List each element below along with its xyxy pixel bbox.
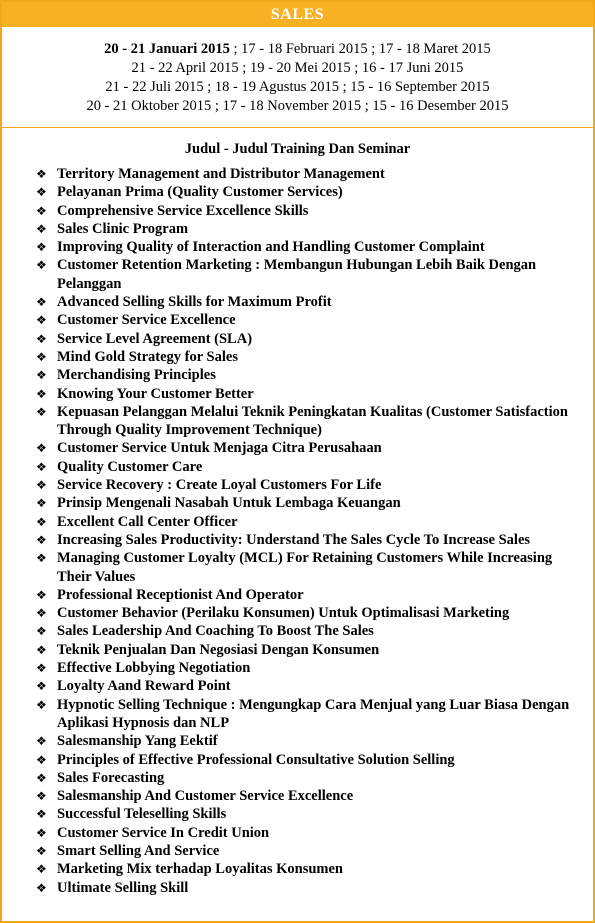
- diamond-bullet-icon: ❖: [36, 551, 47, 566]
- list-item-text: Merchandising Principles: [57, 367, 216, 384]
- list-item: [36, 476, 593, 494]
- list-item: [36, 220, 593, 238]
- diamond-bullet-icon: ❖: [36, 441, 47, 456]
- dates-line-1: [2, 40, 593, 59]
- training-list-title: Judul - Judul Training Dan Seminar: [184, 141, 411, 157]
- list-item-text: Excellent Call Center Officer: [57, 513, 238, 530]
- diamond-bullet-icon: ❖: [36, 862, 47, 877]
- list-item-text: Customer Service Untuk Menjaga Citra Perusahaan: [57, 440, 382, 457]
- list-item-text: Increasing Sales Productivity: Understand The Sales Cycle To Increase Sales: [57, 531, 531, 548]
- list-item: [36, 330, 593, 348]
- list-item: [36, 732, 593, 750]
- diamond-bullet-icon: ❖: [36, 679, 47, 694]
- list-item: [36, 256, 593, 293]
- list-item-text: Professional Receptionist And Operator: [57, 586, 304, 603]
- diamond-bullet-icon: ❖: [36, 167, 47, 181]
- diamond-bullet-icon: ❖: [36, 496, 47, 511]
- dates-line-3: 21 - 22 Juli 2015 ; 18 - 19 Agustus 2015 ; 15 - 16 September 2015: [105, 79, 490, 95]
- list-item: [36, 604, 593, 622]
- diamond-bullet-icon: ❖: [36, 459, 47, 474]
- list-item-text: Customer Retention Marketing : Membangun Hubungan Lebih Baik Dengan Pelanggan: [57, 257, 537, 292]
- training-title-list: [2, 165, 593, 897]
- diamond-bullet-icon: ❖: [36, 349, 47, 364]
- list-item: [36, 842, 593, 860]
- list-item-text: Effective Lobbying Negotiation: [57, 660, 251, 677]
- list-item: [36, 439, 593, 457]
- list-item: [36, 202, 593, 220]
- diamond-bullet-icon: ❖: [36, 532, 47, 547]
- list-item-text: Territory Management and Distributor Management: [57, 166, 385, 182]
- diamond-bullet-icon: ❖: [36, 734, 47, 749]
- list-item: [36, 293, 593, 311]
- diamond-bullet-icon: ❖: [36, 587, 47, 602]
- diamond-bullet-icon: ❖: [36, 880, 47, 895]
- list-item-text: Marketing Mix terhadap Loyalitas Konsumen: [57, 861, 343, 878]
- diamond-bullet-icon: ❖: [36, 514, 47, 529]
- dates-first-bold: 20 - 21 Januari 2015: [104, 41, 230, 57]
- list-item-text: Comprehensive Service Excellence Skills: [57, 202, 309, 219]
- list-item: [36, 385, 593, 403]
- list-item: [36, 787, 593, 805]
- list-item: [36, 824, 593, 842]
- list-item-text: Service Recovery : Create Loyal Customers For Life: [57, 477, 382, 494]
- diamond-bullet-icon: ❖: [36, 258, 47, 273]
- list-item: [36, 641, 593, 659]
- list-item: [36, 860, 593, 878]
- list-item-text: Prinsip Mengenali Nasabah Untuk Lembaga Keuangan: [57, 495, 401, 512]
- list-item: [36, 879, 593, 897]
- diamond-bullet-icon: ❖: [36, 313, 47, 328]
- schedule-dates: [2, 27, 593, 128]
- diamond-bullet-icon: ❖: [36, 386, 47, 401]
- list-item: [36, 238, 593, 256]
- list-item-text: Sales Leadership And Coaching To Boost The Sales: [57, 623, 374, 640]
- list-item: [36, 696, 593, 733]
- diamond-bullet-icon: ❖: [36, 825, 47, 840]
- list-item-text: Pelayanan Prima (Quality Customer Services): [57, 184, 343, 201]
- list-item-text: Loyalty Aand Reward Point: [57, 678, 231, 695]
- section-header: [2, 2, 593, 27]
- list-item-text: Sales Clinic Program: [57, 220, 189, 237]
- list-item-text: Teknik Penjualan Dan Negosiasi Dengan Konsumen: [57, 641, 380, 658]
- list-item: [36, 531, 593, 549]
- dates-line-2: 21 - 22 April 2015 ; 19 - 20 Mei 2015 ; 16 - 17 Juni 2015: [131, 60, 464, 76]
- list-item-text: Smart Selling And Service: [57, 842, 220, 859]
- list-item-text: Customer Service Excellence: [57, 312, 236, 329]
- list-item-text: Salesmanship Yang Eektif: [57, 733, 218, 750]
- list-item-text: Improving Quality of Interaction and Handling Customer Complaint: [57, 239, 485, 256]
- list-item-text: Successful Teleselling Skills: [57, 806, 227, 823]
- list-item: [36, 805, 593, 823]
- diamond-bullet-icon: ❖: [36, 404, 47, 419]
- list-item: [36, 659, 593, 677]
- list-item-text: Principles of Effective Professional Consultative Solution Selling: [57, 751, 455, 768]
- list-item-text: Sales Forecasting: [57, 769, 165, 786]
- list-item: [36, 366, 593, 384]
- list-item: [36, 494, 593, 512]
- list-item: [36, 403, 593, 440]
- list-item: [36, 165, 593, 183]
- diamond-bullet-icon: ❖: [36, 752, 47, 767]
- list-item-text: Quality Customer Care: [57, 458, 203, 475]
- list-item-text: Service Level Agreement (SLA): [57, 330, 253, 347]
- list-item-text: Salesmanship And Customer Service Excellence: [57, 788, 354, 805]
- diamond-bullet-icon: ❖: [36, 331, 47, 346]
- diamond-bullet-icon: ❖: [36, 368, 47, 383]
- list-item-text: Customer Service In Credit Union: [57, 824, 270, 841]
- diamond-bullet-icon: ❖: [36, 295, 47, 310]
- list-item-text: Managing Customer Loyalty (MCL) For Retaining Customers While Increasing Their Values: [57, 550, 553, 585]
- diamond-bullet-icon: ❖: [36, 185, 47, 200]
- list-item-text: Hypnotic Selling Technique : Mengungkap Cara Menjual yang Luar Biasa Dengan Aplikasi Hypnosis dan NLP: [57, 696, 570, 731]
- diamond-bullet-icon: ❖: [36, 624, 47, 639]
- diamond-bullet-icon: ❖: [36, 478, 47, 493]
- list-item-text: Mind Gold Strategy for Sales: [57, 348, 238, 365]
- list-item: [36, 586, 593, 604]
- header-title: SALES: [270, 6, 325, 23]
- diamond-bullet-icon: ❖: [36, 203, 47, 218]
- list-item: [36, 311, 593, 329]
- diamond-bullet-icon: ❖: [36, 606, 47, 621]
- list-item-text: Customer Behavior (Perilaku Konsumen) Untuk Optimalisasi Marketing: [57, 605, 510, 622]
- diamond-bullet-icon: ❖: [36, 789, 47, 804]
- diamond-bullet-icon: ❖: [36, 221, 47, 236]
- list-item-text: Advanced Selling Skills for Maximum Profit: [57, 294, 332, 311]
- list-item-text: Knowing Your Customer Better: [57, 385, 254, 402]
- list-item: [36, 769, 593, 787]
- list-item: [36, 458, 593, 476]
- list-item: [36, 183, 593, 201]
- list-item: [36, 677, 593, 695]
- diamond-bullet-icon: ❖: [36, 843, 47, 858]
- diamond-bullet-icon: ❖: [36, 642, 47, 657]
- diamond-bullet-icon: ❖: [36, 807, 47, 822]
- diamond-bullet-icon: ❖: [36, 770, 47, 785]
- dates-line-1-rest: ; 17 - 18 Februari 2015 ; 17 - 18 Maret 2015: [229, 41, 491, 57]
- list-item: [36, 549, 593, 586]
- diamond-bullet-icon: ❖: [36, 697, 47, 712]
- diamond-bullet-icon: ❖: [36, 240, 47, 255]
- diamond-bullet-icon: ❖: [36, 661, 47, 676]
- list-item-text: Ultimate Selling Skill: [57, 879, 189, 896]
- dates-line-4: 20 - 21 Oktober 2015 ; 17 - 18 November 2015 ; 15 - 16 Desember 2015: [86, 98, 509, 114]
- list-item-text: Kepuasan Pelanggan Melalui Teknik Peningkatan Kualitas (Customer Satisfaction Through Quality Improvement Technique): [57, 403, 568, 439]
- list-item: [36, 622, 593, 640]
- list-item: [36, 348, 593, 366]
- list-item: [36, 513, 593, 531]
- list-item: [36, 751, 593, 769]
